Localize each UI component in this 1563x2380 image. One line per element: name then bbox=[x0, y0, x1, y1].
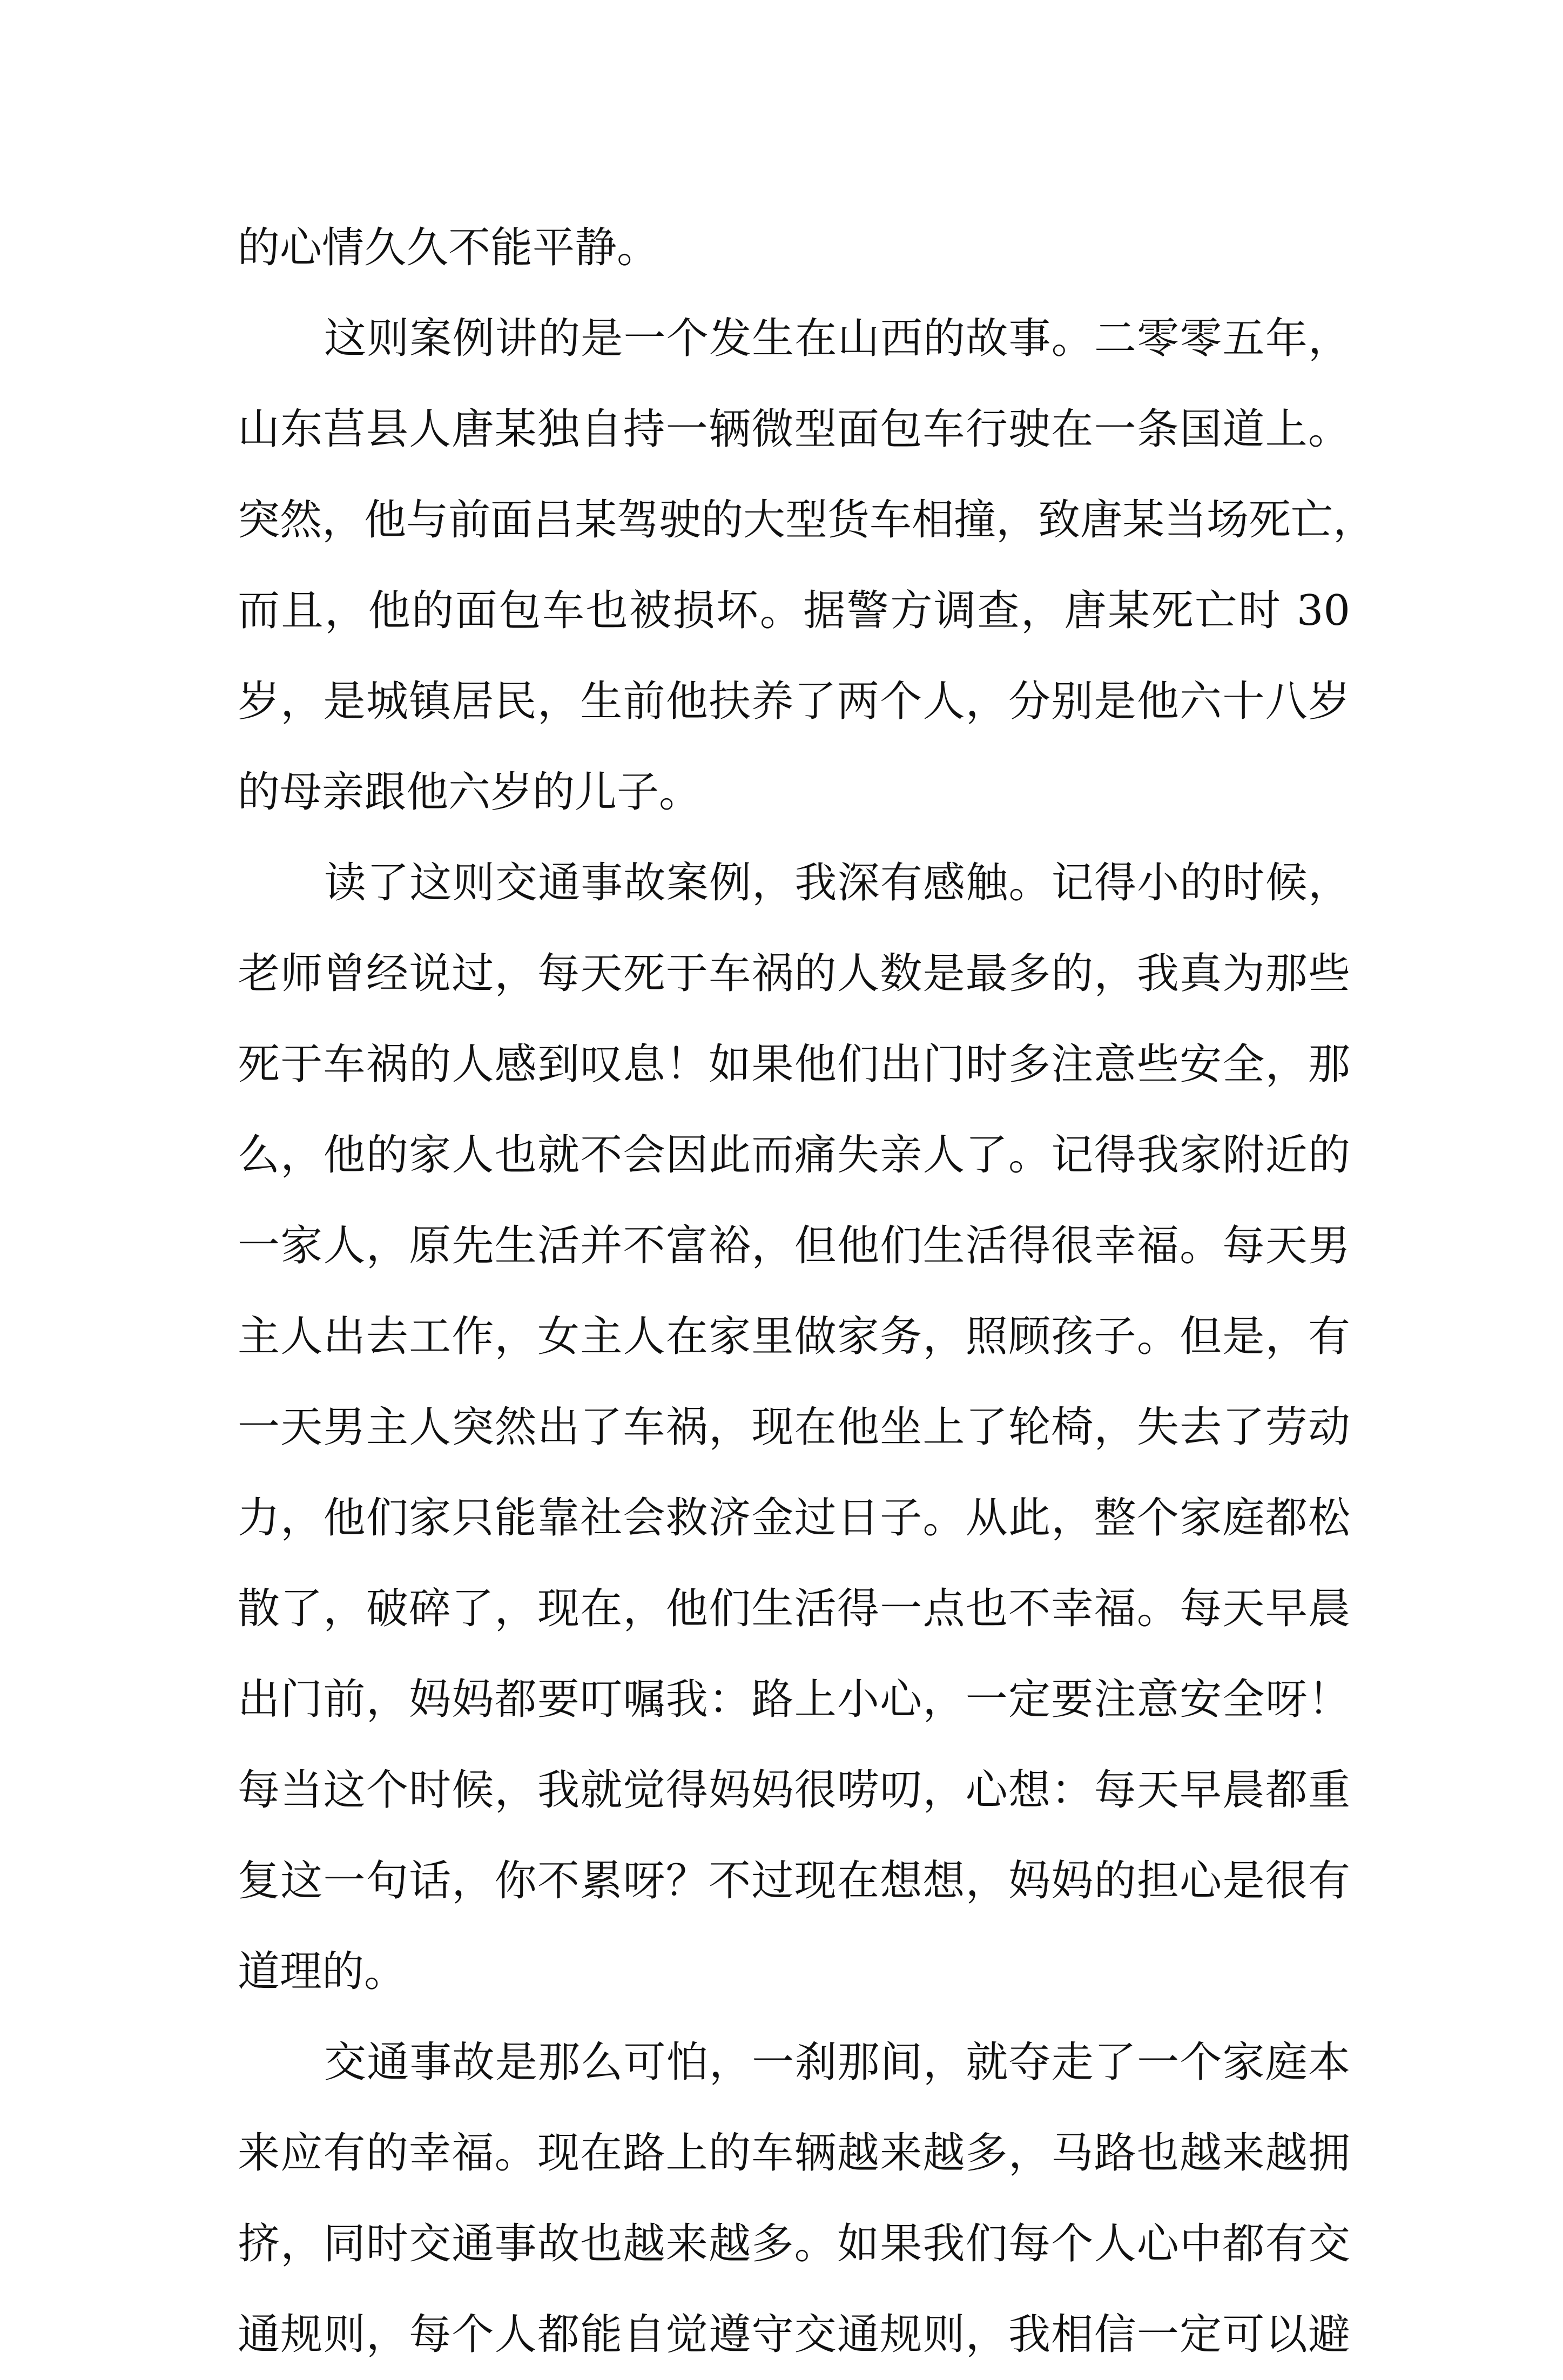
paragraph-2 bbox=[238, 293, 1376, 838]
text-line: 的母亲跟他六岁的儿子。 bbox=[238, 768, 702, 817]
text-line: 主人出去工作，女主人在家里做家务，照顾孩子。但是，有 bbox=[238, 1312, 1350, 1361]
text-line: 散了，破碎了，现在，他们生活得一点也不幸福。每天早晨 bbox=[238, 1585, 1350, 1633]
text-line: 通规则，每个人都能自觉遵守交通规则，我相信一定可以避 bbox=[238, 2310, 1350, 2359]
text-line: 老师曾经说过，每天死于车祸的人数是最多的，我真为那些 bbox=[238, 949, 1350, 998]
paragraph-4 bbox=[238, 2017, 1350, 2380]
text-line: 交通事故是那么可怕，一刹那间，就夺走了一个家庭本 bbox=[324, 2038, 1350, 2087]
text-line: 一天男主人突然出了车祸，现在他坐上了轮椅，失去了劳动 bbox=[238, 1403, 1350, 1452]
text-line: 突然，他与前面吕某驾驶的大型货车相撞，致唐某当场死亡， bbox=[238, 496, 1376, 544]
text-line: 力，他们家只能靠社会救济金过日子。从此，整个家庭都松 bbox=[238, 1494, 1350, 1542]
paragraph-3 bbox=[238, 838, 1350, 2017]
text-line: 岁，是城镇居民，生前他扶养了两个人，分别是他六十八岁 bbox=[238, 677, 1350, 726]
text-line: 的心情久久不能平静。 bbox=[238, 224, 659, 272]
text-line: 每当这个时候，我就觉得妈妈很唠叨，心想：每天早晨都重 bbox=[238, 1766, 1350, 1815]
text-line: 来应有的幸福。现在路上的车辆越来越多，马路也越来越拥 bbox=[238, 2129, 1350, 2177]
text-line: 一家人，原先生活并不富裕，但他们生活得很幸福。每天男 bbox=[238, 1222, 1350, 1270]
document-body bbox=[238, 203, 1376, 2380]
text-line: 复这一句话，你不累呀？不过现在想想，妈妈的担心是很有 bbox=[238, 1857, 1350, 1905]
text-line: 而且，他的面包车也被损坏。据警方调查，唐某死亡时 30 bbox=[238, 586, 1350, 635]
text-line: 这则案例讲的是一个发生在山西的故事。二零零五年， bbox=[324, 314, 1350, 363]
text-line: 道理的。 bbox=[238, 1947, 407, 1996]
paragraph-1 bbox=[238, 203, 1350, 293]
text-line: 么，他的家人也就不会因此而痛失亲人了。记得我家附近的 bbox=[238, 1131, 1350, 1179]
text-line: 出门前，妈妈都要叮嘱我：路上小心，一定要注意安全呀！ bbox=[238, 1675, 1350, 1724]
text-line: 死于车祸的人感到叹息！如果他们出门时多注意些安全，那 bbox=[238, 1040, 1350, 1089]
text-line: 山东莒县人唐某独自持一辆微型面包车行驶在一条国道上。 bbox=[238, 405, 1350, 454]
text-line: 挤，同时交通事故也越来越多。如果我们每个人心中都有交 bbox=[238, 2220, 1350, 2268]
text-line: 读了这则交通事故案例，我深有感触。记得小的时候， bbox=[324, 859, 1350, 907]
